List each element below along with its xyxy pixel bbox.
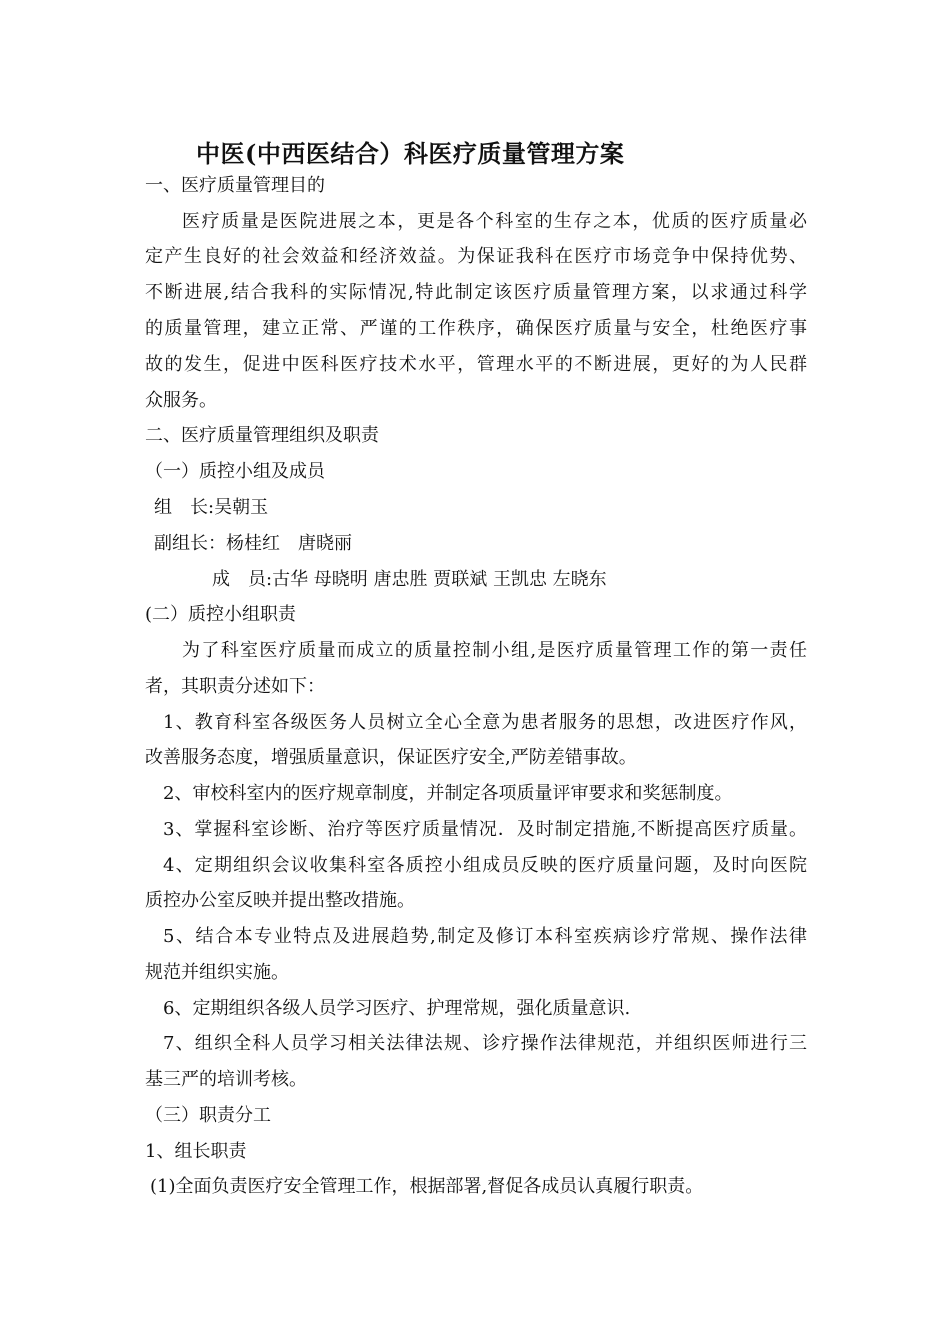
- section-heading-2: 二、医疗质量管理组织及职责: [145, 425, 379, 446]
- paragraph-line: 定产生良好的社会效益和经济效益。为保证我科在医疗市场竞争中保持优势、: [145, 246, 807, 267]
- paragraph-line: 众服务。: [145, 390, 217, 411]
- paragraph-line: 者，其职责分述如下：: [145, 676, 325, 697]
- list-item: 6、定期组织各级人员学习医疗、护理常规，强化质量意识.: [163, 998, 631, 1019]
- section-heading-1: 一、医疗质量管理目的: [145, 175, 325, 196]
- list-item: 3、掌握科室诊断、治疗等医疗质量情况．及时制定措施,不断提高医疗质量。: [163, 819, 807, 840]
- list-item-continuation: 基三严的培训考核。: [145, 1069, 307, 1090]
- list-item-continuation: 改善服务态度，增强质量意识，保证医疗安全,严防差错事故。: [145, 747, 637, 768]
- list-item: 5、结合本专业特点及进展趋势,制定及修订本科室疾病诊疗常规、操作法律: [163, 926, 807, 947]
- paragraph-line: 不断进展,结合我科的实际情况,特此制定该医疗质量管理方案，以求通过科学: [145, 282, 807, 303]
- paragraph-line: 医疗质量是医院进展之本，更是各个科室的生存之本，优质的医疗质量必: [182, 211, 807, 232]
- member-line: 副组长：杨桂红 唐晓丽: [154, 533, 352, 554]
- paragraph-line: 为了科室医疗质量而成立的质量控制小组,是医疗质量管理工作的第一责任: [182, 640, 807, 661]
- list-item: 7、组织全科人员学习相关法律法规、诊疗操作法律规范，并组织医师进行三: [163, 1033, 807, 1054]
- subsection-heading: （三）职责分工: [145, 1105, 271, 1126]
- document-title: 中医(中西医结合）科医疗质量管理方案: [196, 139, 625, 168]
- list-item: 4、定期组织会议收集科室各质控小组成员反映的医疗质量问题，及时向医院: [163, 855, 807, 876]
- list-item-continuation: 规范并组织实施。: [145, 962, 289, 983]
- member-line: 成 员:古华 母晓明 唐忠胜 贾联斌 王凯忠 左晓东: [212, 569, 607, 590]
- list-item-continuation: 质控办公室反映并提出整改措施。: [145, 890, 415, 911]
- list-item: 2、审校科室内的医疗规章制度，并制定各项质量评审要求和奖惩制度。: [163, 783, 733, 804]
- subsection-heading: （一）质控小组及成员: [145, 461, 325, 482]
- subsection-heading: 1、组长职责: [145, 1141, 247, 1162]
- paragraph-line: 故的发生，促进中医科医疗技术水平，管理水平的不断进展，更好的为人民群: [145, 354, 807, 375]
- subsection-heading: (二）质控小组职责: [145, 604, 297, 625]
- member-line: 组 长:吴朝玉: [154, 497, 269, 518]
- paragraph-line: (1)全面负责医疗安全管理工作，根据部署,督促各成员认真履行职责。: [150, 1176, 704, 1197]
- paragraph-line: 的质量管理，建立正常、严谨的工作秩序，确保医疗质量与安全，杜绝医疗事: [145, 318, 807, 339]
- list-item: 1、教育科室各级医务人员树立全心全意为患者服务的思想，改进医疗作风，: [163, 712, 807, 733]
